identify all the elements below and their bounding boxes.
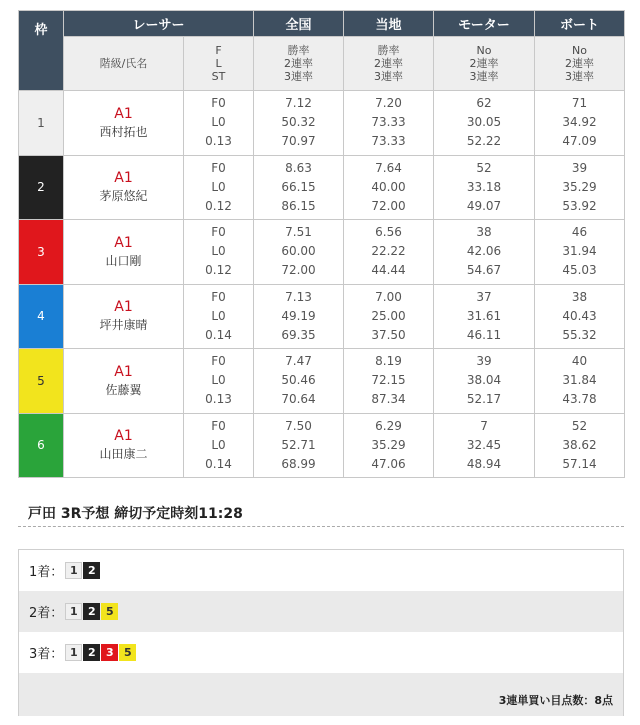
first-place-row	[19, 550, 623, 591]
boat-chip: 2	[83, 562, 100, 579]
fl-st-cell: F0 L0 0.13	[184, 349, 254, 414]
boat-chip: 2	[83, 603, 100, 620]
national-cell: 7.13 49.19 69.35	[254, 284, 344, 349]
frame-number: 6	[19, 413, 64, 478]
bet-count: 3連単買い目点数：8点	[19, 673, 623, 716]
third-place-row	[19, 632, 623, 673]
fl-st-cell: F0 L0 0.12	[184, 220, 254, 285]
second-place-row	[19, 591, 623, 632]
frame-number: 5	[19, 349, 64, 414]
boat-cell: 71 34.92 47.09	[535, 91, 625, 156]
fl-st-cell: F0 L0 0.12	[184, 155, 254, 220]
table-row	[19, 284, 625, 349]
prediction-box	[18, 549, 624, 716]
table-row	[19, 91, 625, 156]
table-row	[19, 349, 625, 414]
subheader-motor: No 2連率 3連率	[434, 37, 535, 91]
header-frame: 枠	[19, 11, 64, 91]
motor-cell: 62 30.05 52.22	[434, 91, 535, 156]
national-cell: 8.63 66.15 86.15	[254, 155, 344, 220]
fl-st-cell: F0 L0 0.14	[184, 413, 254, 478]
national-cell: 7.12 50.32 70.97	[254, 91, 344, 156]
motor-cell: 39 38.04 52.17	[434, 349, 535, 414]
third-place-label: 3着：	[29, 647, 64, 662]
racer-name: 山田康二	[99, 447, 148, 462]
motor-cell: 52 33.18 49.07	[434, 155, 535, 220]
boat-cell: 40 31.84 43.78	[535, 349, 625, 414]
racer-class: A1	[114, 170, 133, 187]
fl-st-cell: F0 L0 0.14	[184, 284, 254, 349]
racer-class: A1	[114, 299, 133, 316]
local-cell: 7.64 40.00 72.00	[344, 155, 434, 220]
racer-name: 山口剛	[105, 253, 142, 268]
boat-chip: 3	[101, 644, 118, 661]
racer-cell	[64, 91, 184, 156]
table-row	[19, 220, 625, 285]
divider	[18, 526, 624, 527]
local-cell: 8.19 72.15 87.34	[344, 349, 434, 414]
boat-chip: 2	[83, 644, 100, 661]
header-national: 全国	[254, 11, 344, 37]
first-place-label: 1着：	[29, 565, 64, 580]
subheader-fl: F L ST	[184, 37, 254, 91]
national-cell: 7.51 60.00 72.00	[254, 220, 344, 285]
boat-chip: 5	[119, 644, 136, 661]
boat-cell: 38 40.43 55.32	[535, 284, 625, 349]
motor-cell: 7 32.45 48.94	[434, 413, 535, 478]
subheader-boat: No 2連率 3連率	[535, 37, 625, 91]
local-cell: 7.20 73.33 73.33	[344, 91, 434, 156]
subheader-national: 勝率 2連率 3連率	[254, 37, 344, 91]
frame-number: 1	[19, 91, 64, 156]
header-racer: レーサー	[64, 11, 254, 37]
prediction-title: 戸田 3R予想 締切予定時刻11:28	[28, 506, 243, 522]
second-place-label: 2着：	[29, 606, 64, 621]
fl-st-cell: F0 L0 0.13	[184, 91, 254, 156]
racer-cell	[64, 413, 184, 478]
frame-number: 2	[19, 155, 64, 220]
boat-chip: 1	[65, 562, 82, 579]
table-row	[19, 155, 625, 220]
motor-cell: 37 31.61 46.11	[434, 284, 535, 349]
racer-cell	[64, 220, 184, 285]
racer-name: 茅原悠紀	[99, 189, 148, 204]
boat-cell: 46 31.94 45.03	[535, 220, 625, 285]
table-row	[19, 413, 625, 478]
boat-chip: 5	[101, 603, 118, 620]
racer-class: A1	[114, 105, 133, 122]
boat-cell: 39 35.29 53.92	[535, 155, 625, 220]
local-cell: 6.29 35.29 47.06	[344, 413, 434, 478]
boat-cell: 52 38.62 57.14	[535, 413, 625, 478]
racer-class: A1	[114, 234, 133, 251]
local-cell: 7.00 25.00 37.50	[344, 284, 434, 349]
header-boat: ボート	[535, 11, 625, 37]
boat-chip: 1	[65, 603, 82, 620]
racer-cell	[64, 284, 184, 349]
motor-cell: 38 42.06 54.67	[434, 220, 535, 285]
boat-chip: 1	[65, 644, 82, 661]
racer-name: 佐藤翼	[105, 382, 142, 397]
subheader-local: 勝率 2連率 3連率	[344, 37, 434, 91]
racer-name: 坪井康晴	[99, 318, 148, 333]
frame-number: 4	[19, 284, 64, 349]
racer-cell	[64, 349, 184, 414]
national-cell: 7.47 50.46 70.64	[254, 349, 344, 414]
subheader-racer: 階級/氏名	[64, 37, 184, 91]
frame-number: 3	[19, 220, 64, 285]
racer-table	[18, 10, 625, 478]
local-cell: 6.56 22.22 44.44	[344, 220, 434, 285]
header-local: 当地	[344, 11, 434, 37]
racer-cell	[64, 155, 184, 220]
racer-class: A1	[114, 428, 133, 445]
racer-name: 西村拓也	[99, 124, 148, 139]
header-motor: モーター	[434, 11, 535, 37]
racer-class: A1	[114, 363, 133, 380]
national-cell: 7.50 52.71 68.99	[254, 413, 344, 478]
